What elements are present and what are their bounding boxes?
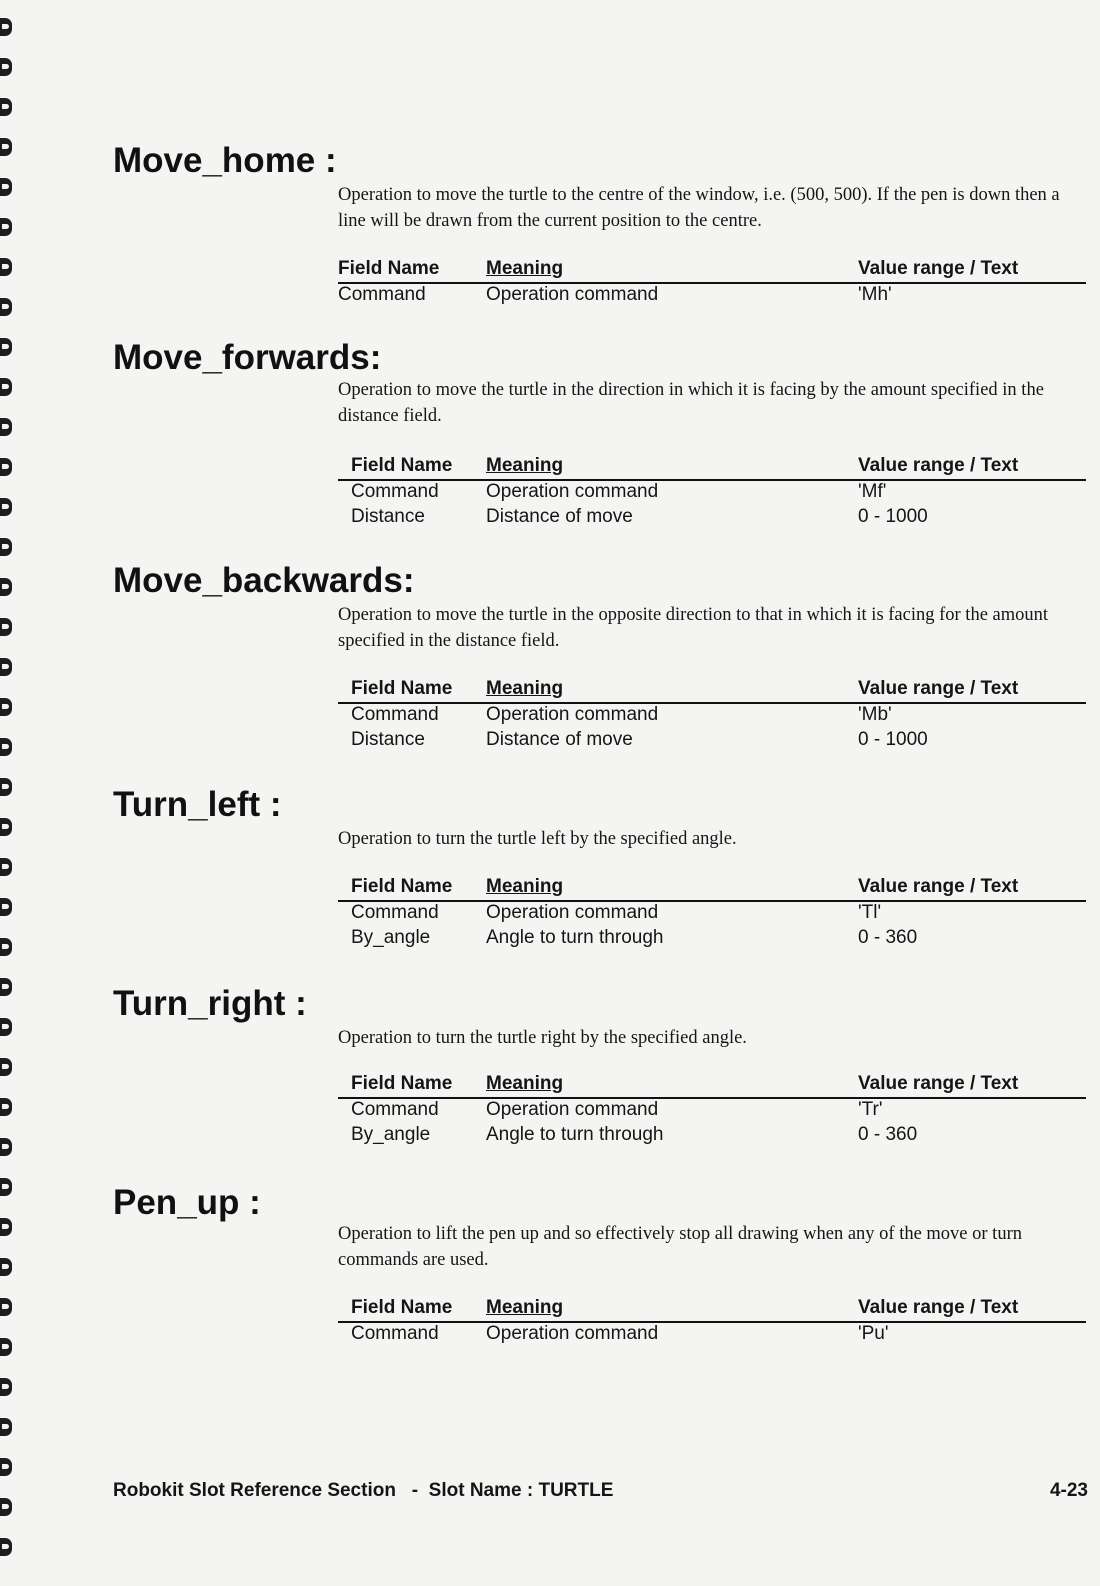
cell-field-name: Command bbox=[351, 902, 439, 923]
binding-ring bbox=[0, 658, 12, 676]
cell-value: 'Tr' bbox=[858, 1099, 883, 1120]
header-field-name: Field Name bbox=[351, 1297, 453, 1318]
header-field-name: Field Name bbox=[351, 455, 453, 476]
cell-meaning: Operation command bbox=[486, 1099, 659, 1120]
binding-ring bbox=[0, 378, 12, 396]
binding-ring bbox=[0, 18, 12, 36]
binding-ring bbox=[0, 978, 12, 996]
binding-ring bbox=[0, 1338, 12, 1356]
table-header bbox=[338, 876, 1086, 902]
section-description: Operation to lift the pen up and so effectively stop all drawing when any of the move or turn commands are used. bbox=[338, 1224, 1022, 1270]
field-table bbox=[338, 678, 1086, 754]
cell-value: 'Mb' bbox=[858, 704, 892, 725]
header-value-range: Value range / Text bbox=[858, 258, 1019, 279]
cell-field-name: By_angle bbox=[351, 927, 431, 948]
binding-ring bbox=[0, 738, 12, 756]
header-field-name: Field Name bbox=[338, 258, 440, 279]
footer-title: Robokit Slot Reference Section - Slot Name : TURTLE bbox=[113, 1480, 614, 1501]
section-description: Operation to move the turtle to the centre of the window, i.e. (500, 500). If the pen is down then a line will be drawn from the current position to the centre. bbox=[338, 185, 1060, 231]
field-table bbox=[338, 258, 1086, 309]
cell-field-name: Command bbox=[338, 284, 426, 305]
cell-field-name: Command bbox=[351, 1323, 439, 1344]
cell-value: 'Pu' bbox=[858, 1323, 889, 1344]
table-header bbox=[338, 258, 1086, 284]
section-description: Operation to move the turtle in the opposite direction to that in which it is facing for the amount specified in the distance field. bbox=[338, 605, 1049, 651]
binding-ring bbox=[0, 778, 12, 796]
binding-ring bbox=[0, 98, 12, 116]
header-value-range: Value range / Text bbox=[858, 1297, 1019, 1318]
cell-meaning: Operation command bbox=[486, 704, 659, 725]
header-meaning: Meaning bbox=[486, 876, 564, 897]
binding-ring bbox=[0, 338, 12, 356]
header-meaning: Meaning bbox=[486, 1073, 564, 1094]
cell-field-name: Command bbox=[351, 1099, 439, 1120]
table-row bbox=[338, 284, 1086, 309]
cell-value: 0 - 1000 bbox=[858, 729, 928, 750]
section-heading: Move_backwards: bbox=[113, 561, 415, 600]
section-heading: Pen_up : bbox=[113, 1183, 261, 1222]
table-row bbox=[338, 902, 1086, 927]
binding-ring bbox=[0, 1218, 12, 1236]
binding-ring bbox=[0, 538, 12, 556]
header-field-name: Field Name bbox=[351, 678, 453, 699]
binding-ring bbox=[0, 58, 12, 76]
header-value-range: Value range / Text bbox=[858, 1073, 1019, 1094]
binding-ring bbox=[0, 1178, 12, 1196]
field-table bbox=[338, 1297, 1086, 1348]
table-row bbox=[338, 729, 1086, 754]
header-value-range: Value range / Text bbox=[858, 876, 1019, 897]
cell-meaning: Operation command bbox=[486, 1323, 659, 1344]
binding-ring bbox=[0, 698, 12, 716]
table-header bbox=[338, 678, 1086, 704]
header-field-name: Field Name bbox=[351, 876, 453, 897]
cell-value: 'Mh' bbox=[858, 284, 892, 305]
section-heading: Move_home : bbox=[113, 141, 337, 180]
section-description: Operation to turn the turtle left by the specified angle. bbox=[338, 829, 737, 849]
binding-ring bbox=[0, 258, 12, 276]
binding-ring bbox=[0, 1018, 12, 1036]
table-row bbox=[338, 506, 1086, 531]
header-value-range: Value range / Text bbox=[858, 455, 1019, 476]
binding-ring bbox=[0, 1138, 12, 1156]
field-table bbox=[338, 455, 1086, 531]
cell-field-name: Command bbox=[351, 481, 439, 502]
table-header bbox=[338, 1297, 1086, 1323]
binding-ring bbox=[0, 1058, 12, 1076]
cell-value: 0 - 360 bbox=[858, 1124, 918, 1145]
header-meaning: Meaning bbox=[486, 258, 564, 279]
section-description: Operation to turn the turtle right by the specified angle. bbox=[338, 1028, 747, 1048]
cell-meaning: Distance of move bbox=[486, 729, 633, 750]
cell-meaning: Operation command bbox=[486, 481, 659, 502]
table-row bbox=[338, 481, 1086, 506]
cell-meaning: Operation command bbox=[486, 902, 659, 923]
table-header bbox=[338, 1073, 1086, 1099]
page-footer bbox=[113, 1480, 1088, 1502]
binding-ring bbox=[0, 858, 12, 876]
table-row bbox=[338, 1124, 1086, 1149]
binding-ring bbox=[0, 938, 12, 956]
cell-value: 'Mf' bbox=[858, 481, 887, 502]
cell-meaning: Angle to turn through bbox=[486, 1124, 664, 1145]
cell-value: 'Tl' bbox=[858, 902, 882, 923]
binding-ring bbox=[0, 1538, 12, 1556]
cell-field-name: By_angle bbox=[351, 1124, 431, 1145]
spiral-binding bbox=[0, 0, 18, 1586]
binding-ring bbox=[0, 578, 12, 596]
table-row bbox=[338, 927, 1086, 952]
cell-value: 0 - 1000 bbox=[858, 506, 928, 527]
cell-meaning: Operation command bbox=[486, 284, 659, 305]
binding-ring bbox=[0, 218, 12, 236]
cell-field-name: Command bbox=[351, 704, 439, 725]
binding-ring bbox=[0, 1258, 12, 1276]
binding-ring bbox=[0, 1458, 12, 1476]
cell-value: 0 - 360 bbox=[858, 927, 918, 948]
cell-meaning: Angle to turn through bbox=[486, 927, 664, 948]
header-value-range: Value range / Text bbox=[858, 678, 1019, 699]
binding-ring bbox=[0, 458, 12, 476]
binding-ring bbox=[0, 1298, 12, 1316]
binding-ring bbox=[0, 418, 12, 436]
field-table bbox=[338, 876, 1086, 952]
table-row bbox=[338, 704, 1086, 729]
header-meaning: Meaning bbox=[486, 678, 564, 699]
section-heading: Turn_right : bbox=[113, 984, 307, 1023]
section-description: Operation to move the turtle in the direction in which it is facing by the amount specified in the distance field. bbox=[338, 380, 1044, 426]
binding-ring bbox=[0, 1378, 12, 1396]
cell-field-name: Distance bbox=[351, 729, 425, 750]
cell-field-name: Distance bbox=[351, 506, 425, 527]
section-heading: Turn_left : bbox=[113, 785, 282, 824]
binding-ring bbox=[0, 298, 12, 316]
binding-ring bbox=[0, 178, 12, 196]
binding-ring bbox=[0, 618, 12, 636]
binding-ring bbox=[0, 1098, 12, 1116]
binding-ring bbox=[0, 898, 12, 916]
table-row bbox=[338, 1099, 1086, 1124]
binding-ring bbox=[0, 1498, 12, 1516]
section-heading: Move_forwards: bbox=[113, 338, 382, 377]
field-table bbox=[338, 1073, 1086, 1149]
header-field-name: Field Name bbox=[351, 1073, 453, 1094]
header-meaning: Meaning bbox=[486, 455, 564, 476]
page-number: 4-23 bbox=[1049, 1480, 1088, 1501]
binding-ring bbox=[0, 818, 12, 836]
binding-ring bbox=[0, 1418, 12, 1436]
binding-ring bbox=[0, 138, 12, 156]
table-row bbox=[338, 1323, 1086, 1348]
cell-meaning: Distance of move bbox=[486, 506, 633, 527]
table-header bbox=[338, 455, 1086, 481]
binding-ring bbox=[0, 498, 12, 516]
header-meaning: Meaning bbox=[486, 1297, 564, 1318]
